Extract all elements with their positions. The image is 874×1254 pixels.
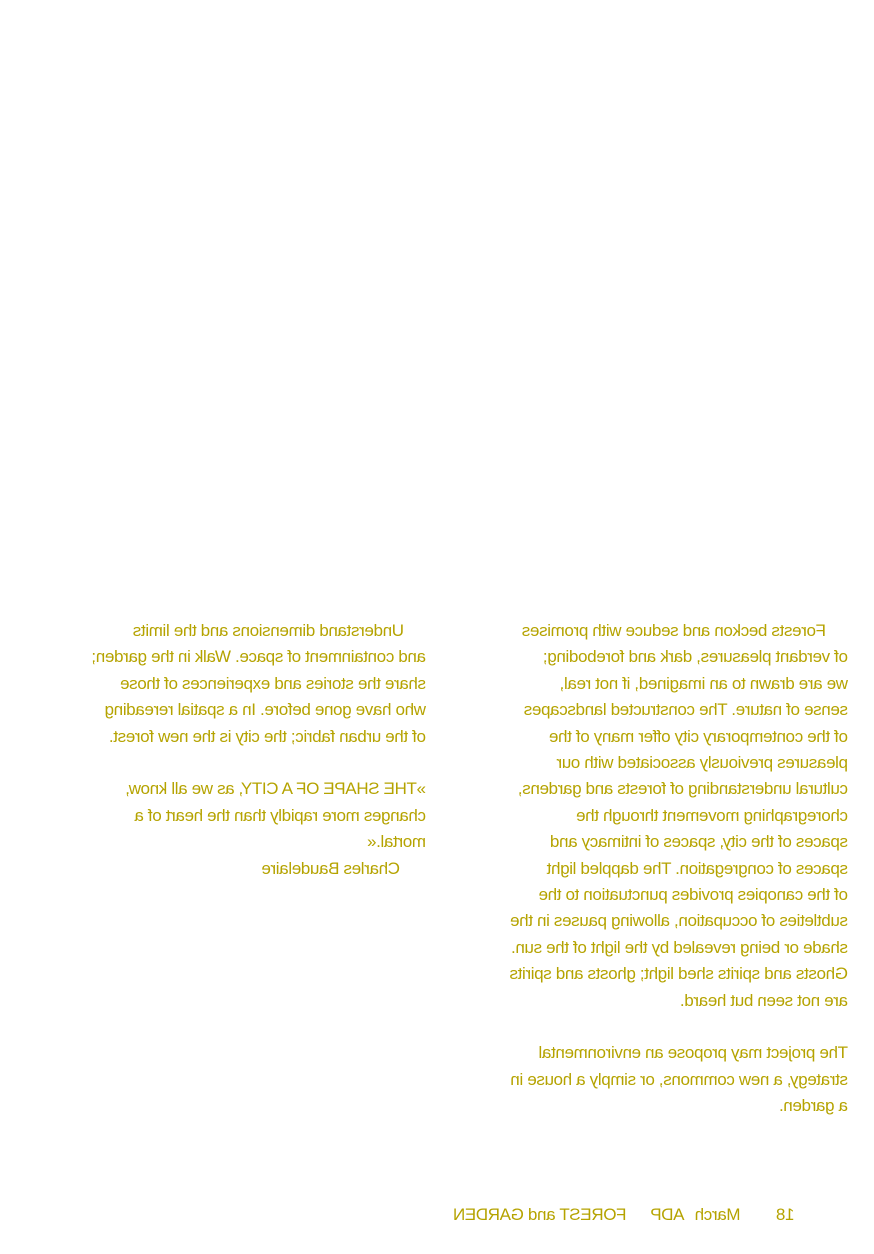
quote-attribution: Charles Baudelaire — [261, 858, 400, 878]
text-line: of the contemporary city offer many of the — [549, 726, 848, 746]
text-line: share the stories and experiences of those — [120, 673, 426, 693]
footer-code: ADP — [650, 1205, 685, 1224]
text-line: spaces of congregation. The dappled light — [546, 858, 848, 878]
text-line: we are drawn to an imagined, if not real, — [559, 673, 848, 693]
footer-month: March — [695, 1205, 741, 1224]
text-line: a garden. — [779, 1096, 848, 1116]
text-line: sense of nature. The constructed landscapes — [524, 700, 848, 720]
quote-line: changes more rapidly than the heart of a — [134, 805, 426, 825]
page-footer — [453, 1176, 812, 1254]
text-line: cultural understanding of forests and gardens, — [518, 779, 848, 799]
quote-line: mortal.« — [367, 832, 426, 852]
quote-baudelaire — [92, 776, 426, 882]
text-line: of the canopies provides punctuation to the — [538, 885, 848, 905]
text-column-forests — [510, 618, 848, 1120]
quote-line: »THE SHAPE OF A CITY, as we all know, — [125, 779, 426, 799]
text-line: choregraphing movement through the — [576, 805, 848, 825]
text-line: shade or being revealed by the light of the sun. — [511, 937, 848, 957]
text-line: Ghosts and spirits shed light; ghosts and spirits — [509, 964, 848, 984]
text-line: who have gone before. In a spatial rereading — [104, 700, 426, 720]
paragraph-forests — [510, 618, 848, 1014]
text-line: of the urban fabric; the city is the new forest. — [109, 726, 426, 746]
paragraph-spacer — [510, 1014, 848, 1040]
text-column-understand — [92, 618, 426, 882]
paragraph-understand — [92, 618, 426, 750]
text-line: of verdant pleasures, dark and foreboding; — [543, 647, 848, 667]
text-line: and containment of space. Walk in the garden; — [91, 647, 426, 667]
footer-title: FOREST and GARDEN — [453, 1205, 627, 1224]
page-number: 18 — [776, 1205, 795, 1224]
text-line: Understand dimensions and the limits — [133, 621, 404, 640]
text-line: The project may propose an environmental — [538, 1043, 848, 1063]
text-line: Forests beckon and seduce with promises — [522, 621, 826, 640]
paragraph-project — [510, 1040, 848, 1119]
paragraph-spacer — [92, 750, 426, 776]
text-line: are not seen but heard. — [680, 990, 848, 1010]
text-line: pleasures previously associated with our — [556, 753, 848, 773]
text-line: spaces of the city, spaces of intimacy and — [550, 832, 848, 852]
text-line: subtleties of occupation, allowing pauses in the — [510, 911, 848, 931]
text-line: strategy, a new commons, or simply a house in — [510, 1069, 848, 1089]
